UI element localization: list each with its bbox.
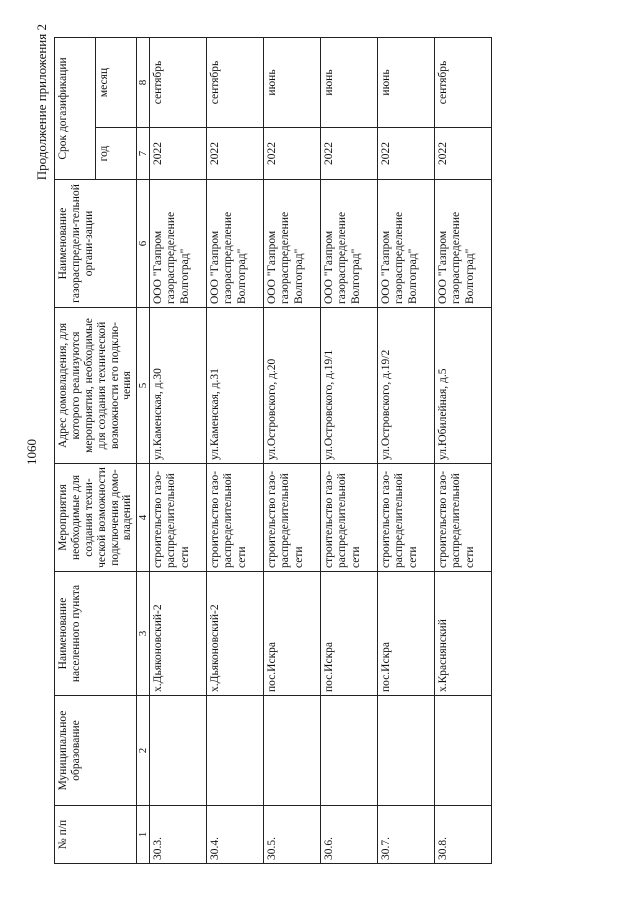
header-month: месяц <box>96 38 137 128</box>
row-settlement: пос.Искра <box>264 572 321 696</box>
column-number: 4 <box>137 464 150 572</box>
row-settlement: пос.Искра <box>321 572 378 696</box>
row-month: сентябрь <box>207 38 264 128</box>
table-row <box>378 38 435 864</box>
column-number: 5 <box>137 308 150 464</box>
row-measure: строительство газо-распределительной сети <box>321 464 378 572</box>
header-settlement: Наименование населенного пункта <box>55 572 137 696</box>
row-num: 30.6. <box>321 806 378 864</box>
row-year: 2022 <box>207 128 264 180</box>
row-year: 2022 <box>264 128 321 180</box>
row-num: 30.7. <box>378 806 435 864</box>
row-month: сентябрь <box>150 38 207 128</box>
row-measure: строительство газо-распределительной сети <box>207 464 264 572</box>
header-organization: Наименование газораспредели-тельной органи-зации <box>55 180 137 308</box>
row-measure: строительство газо-распределительной сети <box>378 464 435 572</box>
row-organization: ООО "Газпром газораспределение Волгоград" <box>321 180 378 308</box>
continuation-caption: Продолжение приложения 2 <box>34 24 49 181</box>
row-year: 2022 <box>150 128 207 180</box>
header-municipality: Муниципальное образование <box>55 696 137 806</box>
row-address: ул.Каменская, д.30 <box>150 308 207 464</box>
row-measure: строительство газо-распределительной сети <box>435 464 492 572</box>
row-municipality <box>321 696 378 806</box>
row-address: ул.Островского, д.19/2 <box>378 308 435 464</box>
table-row <box>321 38 378 864</box>
header-num: № п/п <box>55 806 137 864</box>
rotated-page <box>20 22 620 882</box>
row-organization: ООО "Газпром газораспределение Волгоград" <box>150 180 207 308</box>
gasification-table <box>54 37 492 864</box>
row-settlement: пос.Искра <box>378 572 435 696</box>
row-municipality <box>150 696 207 806</box>
table-row <box>264 38 321 864</box>
table-row <box>150 38 207 864</box>
row-year: 2022 <box>435 128 492 180</box>
row-num: 30.4. <box>207 806 264 864</box>
row-month: июнь <box>321 38 378 128</box>
row-municipality <box>207 696 264 806</box>
header-year: год <box>96 128 137 180</box>
column-number: 6 <box>137 180 150 308</box>
row-organization: ООО "Газпром газораспределение Волгоград" <box>378 180 435 308</box>
row-num: 30.8. <box>435 806 492 864</box>
row-address: ул.Островского, д.20 <box>264 308 321 464</box>
column-number: 8 <box>137 38 150 128</box>
table-row <box>207 38 264 864</box>
header-row <box>55 38 96 864</box>
column-number: 1 <box>137 806 150 864</box>
column-number: 3 <box>137 572 150 696</box>
row-organization: ООО "Газпром газораспределение Волгоград" <box>207 180 264 308</box>
row-municipality <box>435 696 492 806</box>
row-num: 30.5. <box>264 806 321 864</box>
row-year: 2022 <box>321 128 378 180</box>
row-settlement: х.Дьяконовский-2 <box>207 572 264 696</box>
row-address: ул.Островского, д.19/1 <box>321 308 378 464</box>
header-measures: Мероприятия необходимые для создания техни-ческой возможности подключения домо-владений <box>55 464 137 572</box>
row-settlement: х.Дьяконовский-2 <box>150 572 207 696</box>
row-year: 2022 <box>378 128 435 180</box>
row-measure: строительство газо-распределительной сети <box>264 464 321 572</box>
row-measure: строительство газо-распределительной сети <box>150 464 207 572</box>
row-month: июнь <box>264 38 321 128</box>
header-address: Адрес домовладения, для которого реализуются мероприятия, необходимые для создания технической возможности его подклю-чения <box>55 308 137 464</box>
row-address: ул.Юбилейная, д.5 <box>435 308 492 464</box>
row-month: сентябрь <box>435 38 492 128</box>
row-address: ул.Каменская, д.31 <box>207 308 264 464</box>
column-number: 2 <box>137 696 150 806</box>
table-row <box>435 38 492 864</box>
row-municipality <box>264 696 321 806</box>
column-number: 7 <box>137 128 150 180</box>
row-num: 30.3. <box>150 806 207 864</box>
page-number: 1060 <box>24 439 39 465</box>
row-month: июнь <box>378 38 435 128</box>
row-settlement: х.Краснянский <box>435 572 492 696</box>
row-municipality <box>378 696 435 806</box>
row-organization: ООО "Газпром газораспределение Волгоград" <box>435 180 492 308</box>
row-organization: ООО "Газпром газораспределение Волгоград" <box>264 180 321 308</box>
header-deadline: Срок догазификации <box>55 38 96 180</box>
column-number-row <box>137 38 150 864</box>
